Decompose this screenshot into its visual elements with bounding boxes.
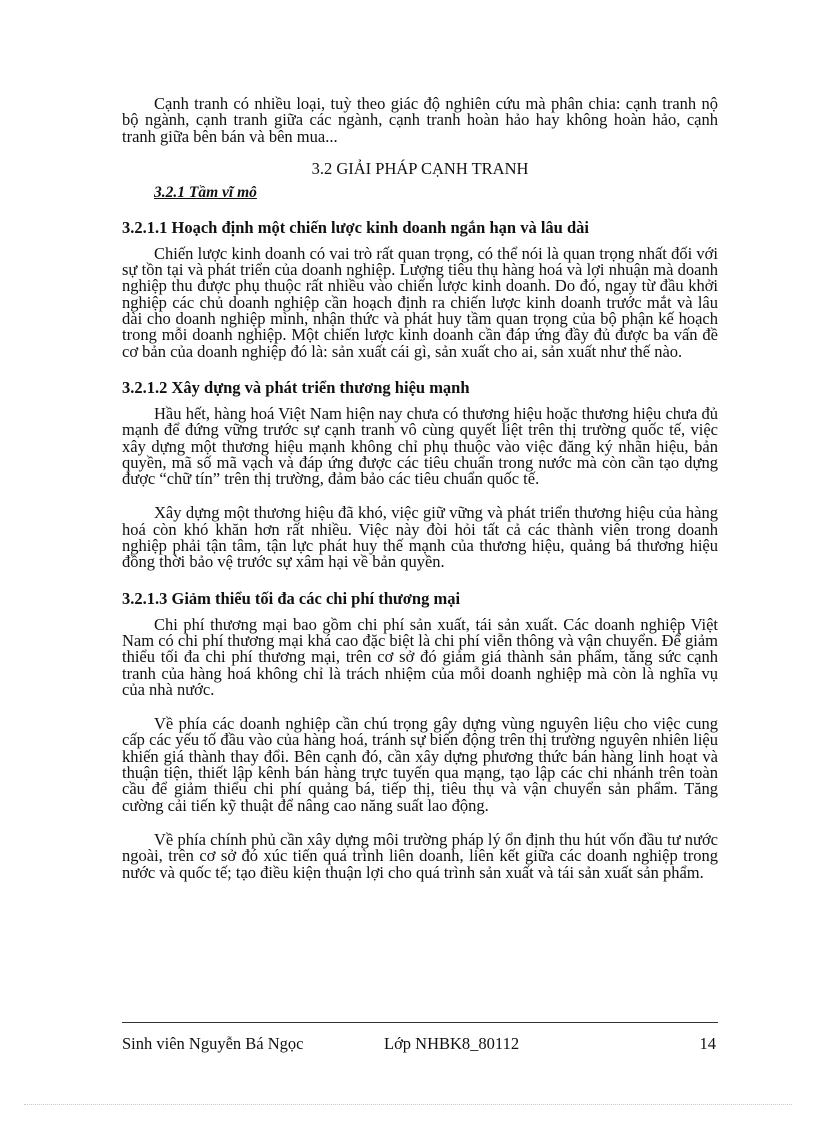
- page-number: 14: [699, 1034, 716, 1053]
- intro-paragraph: Cạnh tranh có nhiều loại, tuỳ theo giác độ nghiên cứu mà phân chia: cạnh tranh nộ bộ ngành, cạnh tranh giữa các ngành, cạnh tranh hoàn hảo hay không hoàn hảo, cạnh tranh giữa bên bán và bên mua...: [122, 94, 718, 146]
- subsection-title: 3.2.1 Tầm vĩ mô: [154, 183, 257, 201]
- paragraph-brand-2: Xây dựng một thương hiệu đã khó, việc giữ vững và phát triển thương hiệu của hàng hoá còn khó khăn hơn rất nhiều. Việc này đòi hỏi tất cả các thành viên trong doanh nghiệp phải tận tâm, tận lực phát huy thế mạnh của thương hiệu, quảng bá thương hiệu đồng thời bảo vệ trước sự xâm hại về bản quyền.: [122, 503, 718, 572]
- paragraph-costs-1: Chi phí thương mại bao gồm chi phí sản xuất, tái sản xuất. Các doanh nghiệp Việt Nam có chi phí thương mại khá cao đặc biệt là chi phí viễn thông và vận chuyển. Để giảm thiểu tối đa chi phí thương mại, trên cơ sở đó giảm giá thành sản phẩm, tăng sức cạnh tranh của hàng hoá không chỉ là trách nhiệm của mỗi doanh nghiệp mà còn là nghĩa vụ của nhà nước.: [122, 614, 718, 699]
- paragraph-strategy: Chiến lược kinh doanh có vai trò rất quan trọng, có thể nói là quan trọng nhất đối với sự tồn tại và phát triển của doanh nghiệp. Lượng tiêu thụ hàng hoá và lợi nhuận mà doanh nghiệp thu được phụ thuộc rất nhiều vào chiến lược kinh doanh. Do đó, ngay từ đầu khởi nghiệp các chủ doanh nghiệp cần hoạch định ra chiến lược kinh doanh trước mắt và lâu dài cho doanh nghiệp mình, nhận thức và phát huy tầm quan trọng của bộ phận kế hoạch trong mỗi doanh nghiệp. Một chiến lược kinh doanh cần đáp ứng đầy đủ được ba vấn đề cơ bản của doanh nghiệp đó là: sản xuất cái gì, sản xuất cho ai, sản xuất như thế nào.: [122, 243, 718, 361]
- heading-strategy: 3.2.1.1 Hoạch định một chiến lược kinh doanh ngắn hạn và lâu dài: [122, 217, 589, 237]
- page-edge-divider: [24, 1104, 792, 1105]
- heading-costs: 3.2.1.3 Giảm thiểu tối đa các chi phí thương mại: [122, 588, 461, 608]
- paragraph-costs-3: Về phía chính phủ cần xây dựng môi trường pháp lý ổn định thu hút vốn đầu tư nước ngoài, trên cơ sở đó xúc tiến quá trình liên doanh, liên kết giữa các doanh nghiệp trong nước và quốc tế; tạo điều kiện thuận lợi cho quá trình sản xuất và tái sản xuất sản phẩm.: [122, 829, 718, 882]
- section-title: 3.2 GIẢI PHÁP CẠNH TRANH: [311, 158, 529, 178]
- page-body: [122, 96, 718, 881]
- heading-brand: 3.2.1.2 Xây dựng và phát triển thương hiệu mạnh: [122, 377, 470, 397]
- footer-class: Lớp NHBK8_80112: [384, 1034, 520, 1053]
- paragraph-brand-1: Hầu hết, hàng hoá Việt Nam hiện nay chưa có thương hiệu hoặc thương hiệu chưa đủ mạnh để đứng vững trước sự cạnh tranh vô cùng quyết liệt trên thị trường quốc tế, việc xây dựng một thương hiệu mạnh không chỉ phụ thuộc vào việc đăng ký nhãn hiệu, bản quyền, mã số mã vạch và đáp ứng được các tiêu chuẩn trong nước mà còn cần tạo dựng được “chữ tín” trên thị trường, đảm bảo các tiêu chuẩn quốc tế.: [122, 403, 718, 489]
- paragraph-costs-2: Về phía các doanh nghiệp cần chú trọng gây dựng vùng nguyên liệu cho việc cung cấp các yếu tố đầu vào của hàng hoá, tránh sự biến động trên thị trường nguyên nhiên liệu khiến giá thành thay đổi. Bên cạnh đó, cần xây dựng phương thức bán hàng linh hoạt và thuận tiện, thiết lập kênh bán hàng trực tuyến qua mạng, tạo lập các chi nhánh trên toàn cầu để giảm thiểu chi phí quảng bá, tiếp thị, tiêu thụ và vận chuyển sản phẩm. Tăng cường cải tiến kỹ thuật để nâng cao năng suất lao động.: [122, 714, 718, 815]
- footer-student: Sinh viên Nguyễn Bá Ngọc: [122, 1034, 304, 1053]
- page-footer: [122, 1022, 718, 1053]
